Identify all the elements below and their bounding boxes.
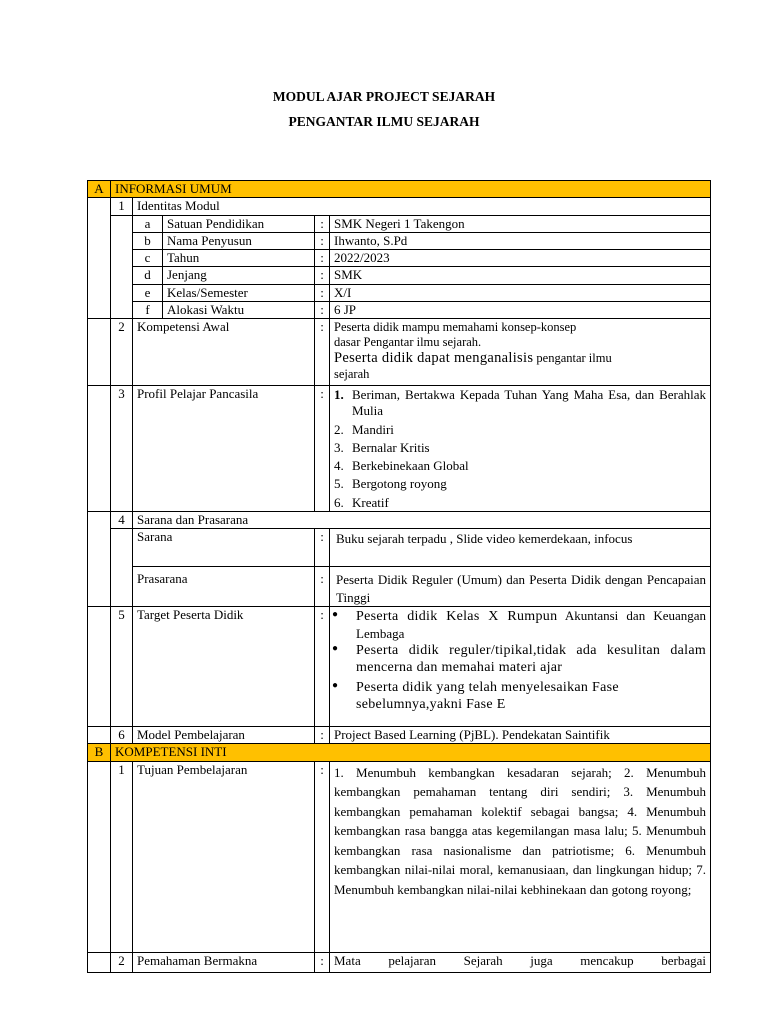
profil-item-text: Bergotong royong <box>352 476 447 492</box>
model-label: Model Pembelajaran <box>133 727 315 744</box>
identitas-letter: c <box>133 250 163 267</box>
sarana-value: Buku sejarah terpadu , Slide video kemerdekaan, infocus <box>330 529 711 567</box>
row-number: 4 <box>111 511 133 528</box>
target-row <box>88 607 711 727</box>
target-item <box>332 608 706 642</box>
colon: : <box>315 319 330 386</box>
list-number: 6. <box>334 494 344 510</box>
list-number: 5. <box>334 476 344 492</box>
colon: : <box>315 250 330 267</box>
kompetensi-awal-label: Kompetensi Awal <box>133 319 315 386</box>
profil-item-text: Mandiri <box>352 421 394 437</box>
colon: : <box>315 567 330 607</box>
identitas-value: SMK Negeri 1 Takengon <box>330 215 711 232</box>
identitas-letter: b <box>133 232 163 249</box>
identitas-title: Identitas Modul <box>133 198 711 215</box>
tujuan-label: Tujuan Pembelajaran <box>133 761 315 952</box>
colon: : <box>315 952 330 972</box>
profil-value <box>330 386 711 512</box>
blank-cell <box>88 511 111 606</box>
blank-cell <box>88 386 111 512</box>
colon: : <box>315 761 330 952</box>
prasarana-value: Peserta Didik Reguler (Umum) dan Peserta Didik dengan Pencapaian Tinggi <box>330 567 711 607</box>
identitas-letter: d <box>133 267 163 284</box>
colon: : <box>315 232 330 249</box>
list-number: 1. <box>334 387 344 402</box>
section-a-title: INFORMASI UMUM <box>111 181 711 198</box>
blank-cell <box>88 952 111 972</box>
bullet-icon: ● <box>332 642 339 654</box>
identitas-label: Tahun <box>163 250 315 267</box>
section-b-header <box>88 744 711 761</box>
identitas-header-row <box>88 198 711 215</box>
tujuan-row <box>88 761 711 952</box>
kompetensi-awal-emphasis: Peserta didik dapat menganalisis <box>334 350 534 366</box>
profil-item-text: Bernalar Kritis <box>352 439 430 455</box>
target-item-emphasis: Peserta didik Kelas X Rumpun <box>356 609 558 625</box>
bullet-icon: ● <box>332 679 339 691</box>
identitas-letter: f <box>133 301 163 318</box>
kompetensi-awal-value <box>330 319 711 386</box>
section-a-header <box>88 181 711 198</box>
target-item-text: Peserta didik reguler/tipikal,tidak ada kesulitan dalam mencerna dan memahai materi ajar <box>356 642 707 676</box>
model-row <box>88 727 711 744</box>
identitas-letter: e <box>133 284 163 301</box>
blank-cell <box>88 727 111 744</box>
target-list <box>332 608 706 714</box>
target-item <box>332 679 706 714</box>
target-item-text: Peserta didik yang telah menyelesaikan Fase sebelumnya,yakni Fase E <box>356 679 619 713</box>
sarana-title: Sarana dan Prasarana <box>133 511 711 528</box>
section-b-letter: B <box>88 744 111 761</box>
target-label: Target Peserta Didik <box>133 607 315 727</box>
identitas-row <box>88 267 711 284</box>
identitas-label: Satuan Pendidikan <box>163 215 315 232</box>
profil-item <box>334 458 706 474</box>
kompetensi-awal-line: Peserta didik mampu memahami konsep-konsep <box>334 320 577 334</box>
blank-cell <box>88 607 111 727</box>
profil-list <box>334 387 706 511</box>
pemahaman-label: Pemahaman Bermakna <box>133 952 315 972</box>
colon: : <box>315 386 330 512</box>
identitas-value: 6 JP <box>330 301 711 318</box>
colon: : <box>315 215 330 232</box>
identitas-row <box>88 284 711 301</box>
profil-item-text: Beriman, Bertakwa Kepada Tuhan Yang Maha Esa, dan Berahlak Mulia <box>352 387 707 419</box>
model-value: Project Based Learning (PjBL). Pendekatan Saintifik <box>330 727 711 744</box>
profil-item <box>334 495 706 511</box>
pemahaman-value: Mata pelajaran Sejarah juga mencakup berbagai <box>330 952 711 972</box>
row-number: 2 <box>111 952 133 972</box>
profil-item <box>334 440 706 456</box>
bullet-icon: ● <box>332 609 339 621</box>
row-number: 5 <box>111 607 133 727</box>
blank-cell <box>88 319 111 386</box>
colon: : <box>315 284 330 301</box>
row-number: 1 <box>111 198 133 215</box>
document-title: MODUL AJAR PROJECT SEJARAH <box>272 89 496 104</box>
list-number: 3. <box>334 439 344 455</box>
prasarana-row <box>88 567 711 607</box>
identitas-value: Ihwanto, S.Pd <box>330 232 711 249</box>
profil-item <box>334 387 706 420</box>
sarana-row <box>88 529 711 567</box>
identitas-value: 2022/2023 <box>330 250 711 267</box>
identitas-value: SMK <box>330 267 711 284</box>
sarana-header-row <box>88 511 711 528</box>
row-number: 6 <box>111 727 133 744</box>
list-number: 4. <box>334 458 344 473</box>
blank-cell <box>111 529 133 607</box>
target-item <box>332 642 706 677</box>
profil-row <box>88 386 711 512</box>
module-table <box>87 180 711 973</box>
identitas-row <box>88 301 711 318</box>
profil-item <box>334 422 706 438</box>
row-number: 3 <box>111 386 133 512</box>
colon: : <box>315 607 330 727</box>
profil-item-text: Kreatif <box>352 494 389 510</box>
colon: : <box>315 301 330 318</box>
blank-cell <box>111 215 133 319</box>
kompetensi-awal-line: pengantar ilmu <box>533 351 612 365</box>
tujuan-value: 1. Menumbuh kembangkan kesadaran sejarah; 2. Menumbuh kembangkan pemahaman tentang diri sendiri; 3. Menumbuh kembangkan pemahaman kolektif sebagai bangsa; 4. Menumbuh kembangkan rasa bangga atas kegemilangan masa lalu; 5. Menumbuh kembangkan rasa nasionalisme dan patriotisme; 6. Menumbuh kembangkan nilai-nilai moral, kemanusiaan, dan lingkungan hidup; 7. Menumbuh kembangkan nilai-nilai kebhinekaan dan gotong royong; <box>330 761 711 952</box>
kompetensi-awal-line: dasar Pengantar ilmu sejarah. <box>334 335 482 349</box>
section-b-title: KOMPETENSI INTI <box>111 744 711 761</box>
profil-item-text: Berkebinekaan Global <box>352 458 469 473</box>
row-number: 1 <box>111 761 133 952</box>
kompetensi-awal-line: sejarah <box>334 367 370 382</box>
identitas-label: Kelas/Semester <box>163 284 315 301</box>
colon: : <box>315 529 330 567</box>
identitas-letter: a <box>133 215 163 232</box>
section-a-letter: A <box>88 181 111 198</box>
sarana-label: Sarana <box>133 529 315 567</box>
prasarana-label: Prasarana <box>133 567 315 607</box>
identitas-row <box>88 250 711 267</box>
profil-label: Profil Pelajar Pancasila <box>133 386 315 512</box>
kompetensi-awal-row <box>88 319 711 386</box>
identitas-value: X/I <box>330 284 711 301</box>
target-item-text: Akuntansi dan Keuangan Lembaga <box>356 608 707 641</box>
identitas-row <box>88 215 711 232</box>
blank-cell <box>88 761 111 952</box>
pemahaman-row <box>88 952 711 972</box>
blank-cell <box>88 198 111 319</box>
identitas-label: Alokasi Waktu <box>163 301 315 318</box>
identitas-label: Nama Penyusun <box>163 232 315 249</box>
colon: : <box>315 267 330 284</box>
target-value <box>330 607 711 727</box>
row-number: 2 <box>111 319 133 386</box>
identitas-row <box>88 232 711 249</box>
list-number: 2. <box>334 421 344 437</box>
colon: : <box>315 727 330 744</box>
document-subtitle: PENGANTAR ILMU SEJARAH <box>288 114 480 129</box>
profil-item <box>334 476 706 492</box>
identitas-label: Jenjang <box>163 267 315 284</box>
